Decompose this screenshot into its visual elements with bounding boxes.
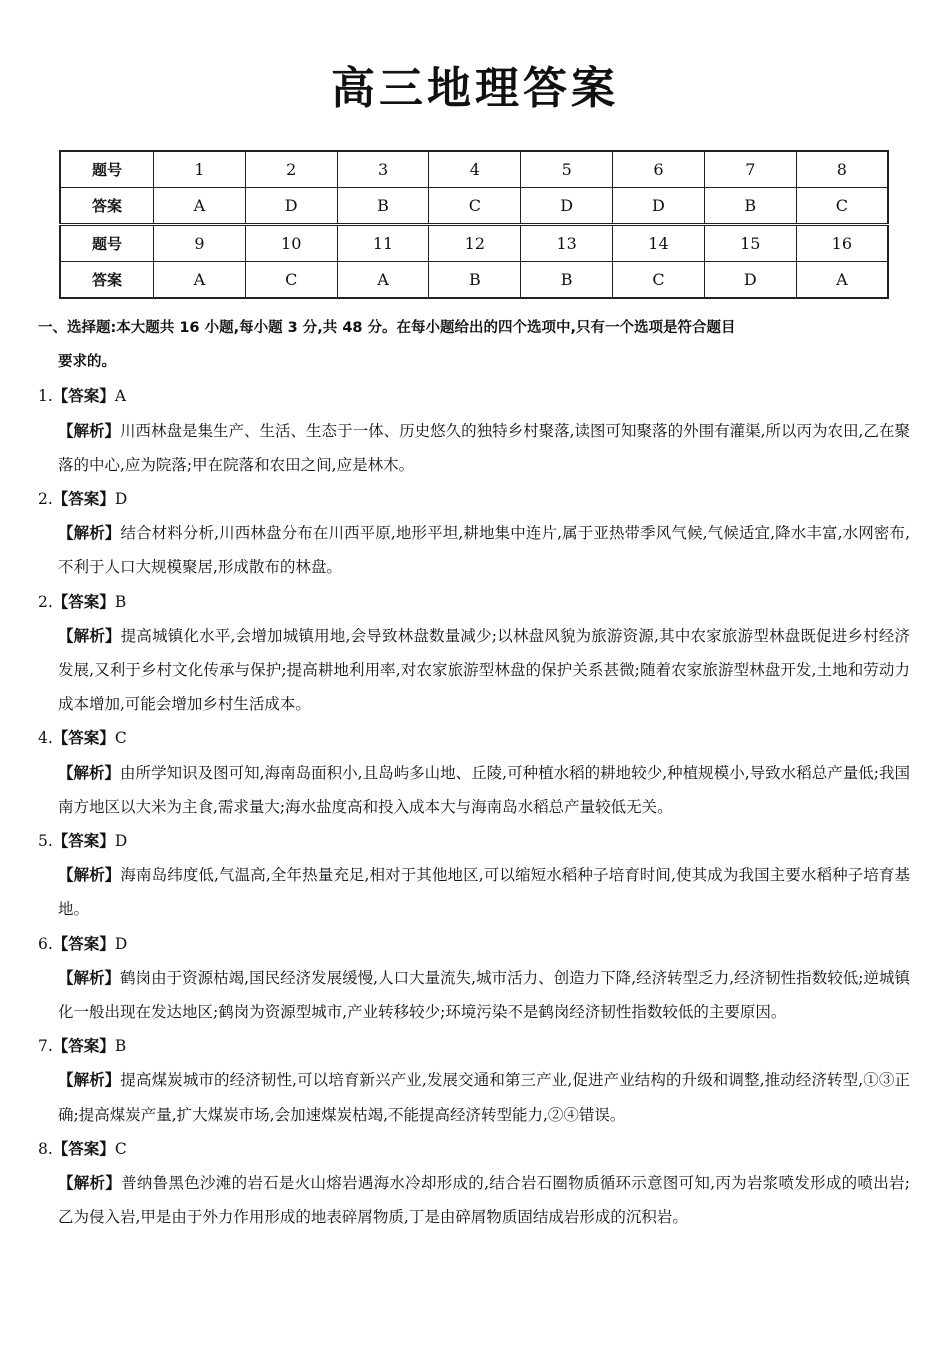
table-cell: B	[704, 188, 796, 225]
answer-tag: 【答案】	[52, 592, 115, 611]
table-cell: C	[796, 188, 888, 225]
question-answer-line	[38, 1029, 910, 1063]
table-cell: 4	[429, 151, 521, 188]
section-heading	[38, 311, 910, 379]
row-header: 答案	[60, 188, 154, 225]
question-number: 4.	[38, 729, 53, 748]
question-answer-line	[38, 721, 910, 755]
explanation	[38, 414, 910, 482]
table-cell: B	[429, 262, 521, 299]
question-answer-line	[38, 927, 910, 961]
row-header: 题号	[60, 225, 154, 262]
explanation-text: 提高城镇化水平,会增加城镇用地,会导致林盘数量减少;以林盘风貌为旅游资源,其中农家旅游型林盘既促进乡村经济发展,又利于乡村文化传承与保护;提高耕地利用率,对农家旅游型林盘的保护关系甚微;随着农家旅游型林盘开发,土地和劳动力成本增加,可能会增加乡村生活成本。	[58, 626, 910, 714]
answer-tag: 【答案】	[52, 490, 115, 509]
answer-value: D	[114, 490, 128, 509]
table-cell: 15	[704, 225, 796, 262]
explanation-tag: 【解析】	[58, 421, 121, 440]
explanation-text: 由所学知识及图可知,海南岛面积小,且岛屿多山地、丘陵,可种植水稻的耕地较少,种植规模小,导致水稻总产量低;我国南方地区以大米为主食,需求量大;海水盐度高和投入成本大与海南岛水稻总产量较低无关。	[58, 763, 910, 816]
table-row	[60, 188, 888, 225]
table-cell: 1	[154, 151, 246, 188]
question-answer-line	[38, 379, 910, 413]
table-cell: C	[613, 262, 705, 299]
table-cell: 11	[337, 225, 429, 262]
table-cell: 10	[245, 225, 337, 262]
explanation-tag: 【解析】	[58, 763, 121, 782]
explanation	[38, 1063, 910, 1131]
table-cell: D	[521, 188, 613, 225]
explanation-tag: 【解析】	[58, 968, 121, 987]
answer-table	[59, 150, 889, 299]
table-cell: 9	[154, 225, 246, 262]
question-answer-line	[38, 1132, 910, 1166]
answer-content	[38, 311, 910, 1234]
table-cell: 7	[704, 151, 796, 188]
table-cell: 8	[796, 151, 888, 188]
answer-tag: 【答案】	[52, 934, 115, 953]
question-number: 1.	[38, 387, 53, 406]
explanation-tag: 【解析】	[58, 524, 121, 543]
table-cell: 16	[796, 225, 888, 262]
explanation	[38, 756, 910, 824]
table-cell: 3	[337, 151, 429, 188]
answer-value: D	[114, 934, 128, 953]
answer-value: C	[114, 1139, 127, 1158]
question-number: 8.	[38, 1139, 53, 1158]
table-cell: C	[429, 188, 521, 225]
table-cell: C	[245, 262, 337, 299]
explanation	[38, 1166, 910, 1234]
table-row	[60, 225, 888, 262]
explanation	[38, 961, 910, 1029]
row-header: 答案	[60, 262, 154, 299]
section-heading-line2: 要求的。	[58, 354, 116, 371]
table-row	[60, 262, 888, 299]
answer-value: B	[114, 1037, 127, 1056]
table-cell: A	[796, 262, 888, 299]
table-cell: B	[337, 188, 429, 225]
row-header: 题号	[60, 151, 154, 188]
answer-value: C	[114, 729, 127, 748]
table-cell: D	[245, 188, 337, 225]
question-number: 2.	[38, 592, 53, 611]
explanation-text: 鹤岗由于资源枯竭,国民经济发展缓慢,人口大量流失,城市活力、创造力下降,经济转型乏力,经济韧性指数较低;逆城镇化一般出现在发达地区;鹤岗为资源型城市,产业转移较少;环境污染不是鹤岗经济韧性指数较低的主要原因。	[58, 968, 910, 1022]
table-cell: 12	[429, 225, 521, 262]
question-answer-line	[38, 482, 910, 516]
question-number: 6.	[38, 934, 53, 953]
explanation	[38, 619, 910, 722]
table-cell: B	[521, 262, 613, 299]
question-number: 5.	[38, 832, 53, 851]
answer-value: A	[114, 387, 127, 406]
explanation-text: 普纳鲁黑色沙滩的岩石是火山熔岩遇海水冷却形成的,结合岩石圈物质循环示意图可知,丙为岩浆喷发形成的喷出岩;乙为侵入岩,甲是由于外力作用形成的地表碎屑物质,丁是由碎屑物质固结成岩形成的沉积岩。	[58, 1174, 910, 1227]
table-cell: 2	[245, 151, 337, 188]
table-cell: 13	[521, 225, 613, 262]
table-cell: A	[154, 262, 246, 299]
answer-tag: 【答案】	[52, 1037, 115, 1056]
answer-value: B	[114, 592, 127, 611]
explanation-tag: 【解析】	[58, 866, 121, 885]
answer-tag: 【答案】	[52, 832, 115, 851]
table-cell: 14	[613, 225, 705, 262]
answer-value: D	[114, 832, 128, 851]
question-answer-line	[38, 824, 910, 858]
question-number: 7.	[38, 1037, 53, 1056]
question-answer-line	[38, 585, 910, 619]
explanation-tag: 【解析】	[58, 1071, 121, 1090]
explanation-text: 川西林盘是集生产、生活、生态于一体、历史悠久的独特乡村聚落,读图可知聚落的外围有灌渠,所以丙为农田,乙在聚落的中心,应为院落;甲在院落和农田之间,应是林木。	[58, 421, 910, 474]
table-cell: A	[154, 188, 246, 225]
table-cell: 5	[521, 151, 613, 188]
answer-tag: 【答案】	[52, 729, 115, 748]
page-title: 高三地理答案	[331, 63, 619, 114]
table-row	[60, 151, 888, 188]
explanation-text: 提高煤炭城市的经济韧性,可以培育新兴产业,发展交通和第三产业,促进产业结构的升级和调整,推动经济转型,①③正确;提高煤炭产量,扩大煤炭市场,会加速煤炭枯竭,不能提高经济转型能力,②④错误。	[58, 1071, 910, 1124]
explanation-text: 结合材料分析,川西林盘分布在川西平原,地形平坦,耕地集中连片,属于亚热带季风气候,气候适宜,降水丰富,水网密布,不利于人口大规模聚居,形成散布的林盘。	[58, 524, 910, 577]
table-cell: D	[704, 262, 796, 299]
explanation-tag: 【解析】	[58, 626, 121, 645]
question-number: 2.	[38, 490, 53, 509]
explanation	[38, 516, 910, 584]
explanation	[38, 858, 910, 926]
answer-tag: 【答案】	[52, 387, 115, 406]
table-cell: A	[337, 262, 429, 299]
table-cell: 6	[613, 151, 705, 188]
explanation-tag: 【解析】	[58, 1174, 122, 1193]
section-heading-line1: 一、选择题:本大题共 16 小题,每小题 3 分,共 48 分。在每小题给出的四个选项中,只有一个选项是符合题目	[38, 320, 736, 336]
explanation-text: 海南岛纬度低,气温高,全年热量充足,相对于其他地区,可以缩短水稻种子培育时间,使其成为我国主要水稻种子培育基地。	[58, 866, 910, 919]
answer-tag: 【答案】	[52, 1139, 115, 1158]
table-cell: D	[613, 188, 705, 225]
